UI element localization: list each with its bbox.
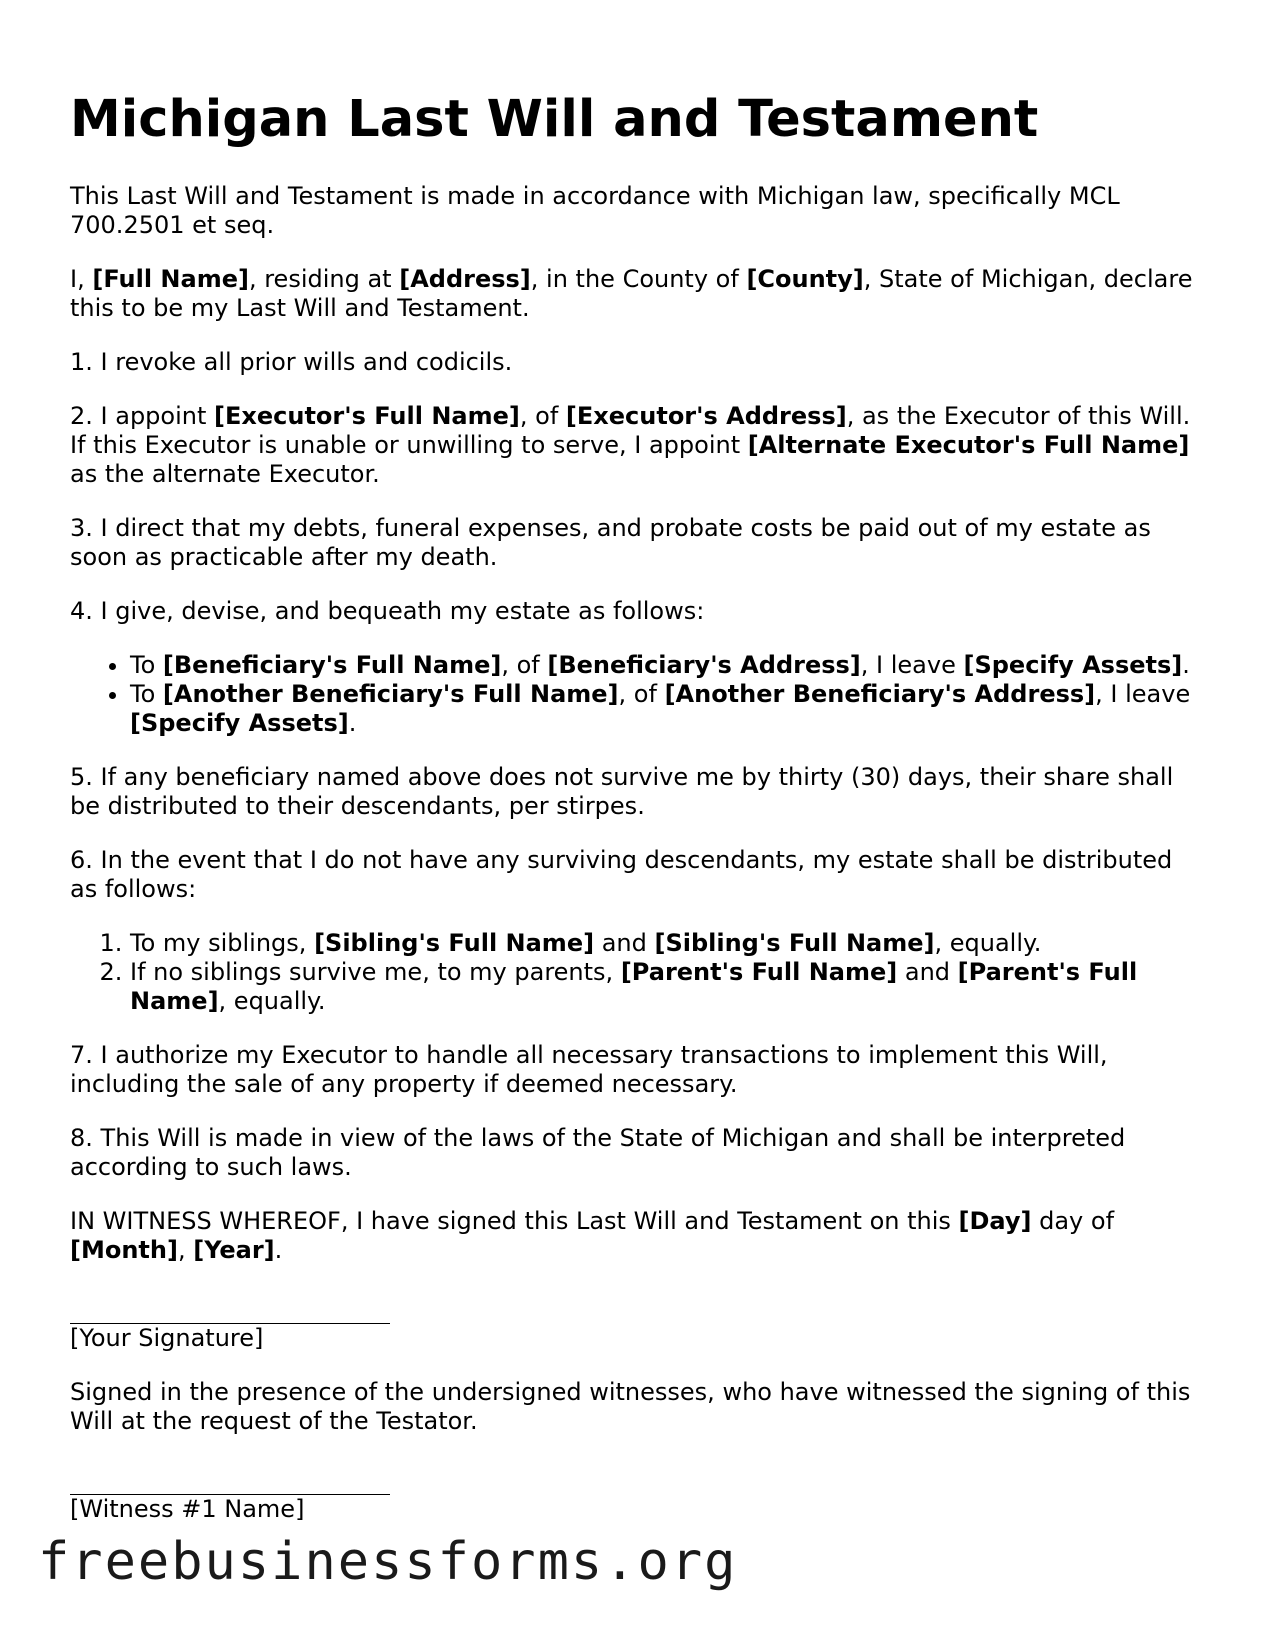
full-name-placeholder: [Full Name] xyxy=(92,265,249,293)
clause-7: 7. I authorize my Executor to handle all necessary transactions to implement this Will, including the sale of any property if deemed necessary. xyxy=(70,1041,1108,1098)
parent-name-placeholder: [Parent's Full Name] xyxy=(130,958,1138,1015)
witness-whereof-paragraph: IN WITNESS WHEREOF, I have signed this Last Will and Testament on this [Day] day of [Month], [Year]. xyxy=(70,1207,1115,1264)
list-item: • To [Beneficiary's Full Name], of [Beneficiary's Address], I leave [Specify Assets]. xyxy=(130,651,1200,680)
assets-placeholder: [Specify Assets] xyxy=(130,709,349,737)
fallback-distribution-list xyxy=(70,929,1200,1016)
beneficiary-address-placeholder: [Another Beneficiary's Address] xyxy=(664,680,1096,708)
sibling-name-placeholder: [Sibling's Full Name] xyxy=(654,929,935,957)
clause-1: 1. I revoke all prior wills and codicils. xyxy=(70,348,513,376)
signature-line[interactable] xyxy=(70,1303,390,1324)
executor-address-placeholder: [Executor's Address] xyxy=(565,402,847,430)
list-item: 1. To my siblings, [Sibling's Full Name] and [Sibling's Full Name], equally. xyxy=(130,929,1200,958)
sibling-name-placeholder: [Sibling's Full Name] xyxy=(314,929,595,957)
attestation-paragraph: Signed in the presence of the undersigned witnesses, who have witnessed the signing of this Will at the request of the Testator. xyxy=(70,1378,1191,1435)
document-title: Michigan Last Will and Testament xyxy=(70,90,1039,149)
year-placeholder: [Year] xyxy=(193,1236,275,1264)
address-placeholder: [Address] xyxy=(399,265,531,293)
witness-1-signature-line[interactable] xyxy=(70,1474,390,1495)
will-document xyxy=(70,80,1200,1549)
clause-4-intro: 4. I give, devise, and bequeath my estate as follows: xyxy=(70,597,705,625)
executor-name-placeholder: [Executor's Full Name] xyxy=(214,402,520,430)
list-item: 2. If no siblings survive me, to my parents, [Parent's Full Name] and [Parent's Full Name], equally. xyxy=(130,958,1200,1016)
clause-6-intro: 6. In the event that I do not have any surviving descendants, my estate shall be distributed as follows: xyxy=(70,846,1173,903)
beneficiary-name-placeholder: [Another Beneficiary's Full Name] xyxy=(162,680,619,708)
clause-2: 2. I appoint [Executor's Full Name], of [Executor's Address], as the Executor of this Will. If this Executor is unable or unwilling to serve, I appoint [Alternate Executor's Full Name] as the alternate Executor. xyxy=(70,402,1191,488)
beneficiary-list xyxy=(70,651,1200,738)
clause-5: 5. If any beneficiary named above does not survive me by thirty (30) days, their share shall be distributed to their descendants, per stirpes. xyxy=(70,763,1174,820)
intro-paragraph: This Last Will and Testament is made in accordance with Michigan law, specifically MCL 700.2501 et seq. xyxy=(70,182,1120,239)
beneficiary-name-placeholder: [Beneficiary's Full Name] xyxy=(162,651,502,679)
county-placeholder: [County] xyxy=(746,265,864,293)
signature-label: [Your Signature] xyxy=(70,1324,264,1352)
declaration-paragraph: I, [Full Name], residing at [Address], in the County of [County], State of Michigan, declare this to be my Last Will and Testament. xyxy=(70,265,1193,322)
month-placeholder: [Month] xyxy=(70,1236,178,1264)
witness-1-label: [Witness #1 Name] xyxy=(70,1495,305,1523)
assets-placeholder: [Specify Assets] xyxy=(963,651,1183,679)
list-item: • To [Another Beneficiary's Full Name], of [Another Beneficiary's Address], I leave [Specify Assets]. xyxy=(130,680,1200,738)
day-placeholder: [Day] xyxy=(958,1207,1032,1235)
alternate-executor-placeholder: [Alternate Executor's Full Name] xyxy=(747,431,1190,459)
clause-8: 8. This Will is made in view of the laws of the State of Michigan and shall be interpreted according to such laws. xyxy=(70,1124,1126,1181)
watermark: freebusinessforms.org xyxy=(38,1532,738,1592)
beneficiary-address-placeholder: [Beneficiary's Address] xyxy=(547,651,861,679)
parent-name-placeholder: [Parent's Full Name] xyxy=(620,958,898,986)
clause-3: 3. I direct that my debts, funeral expenses, and probate costs be paid out of my estate as soon as practicable after my death. xyxy=(70,514,1151,571)
